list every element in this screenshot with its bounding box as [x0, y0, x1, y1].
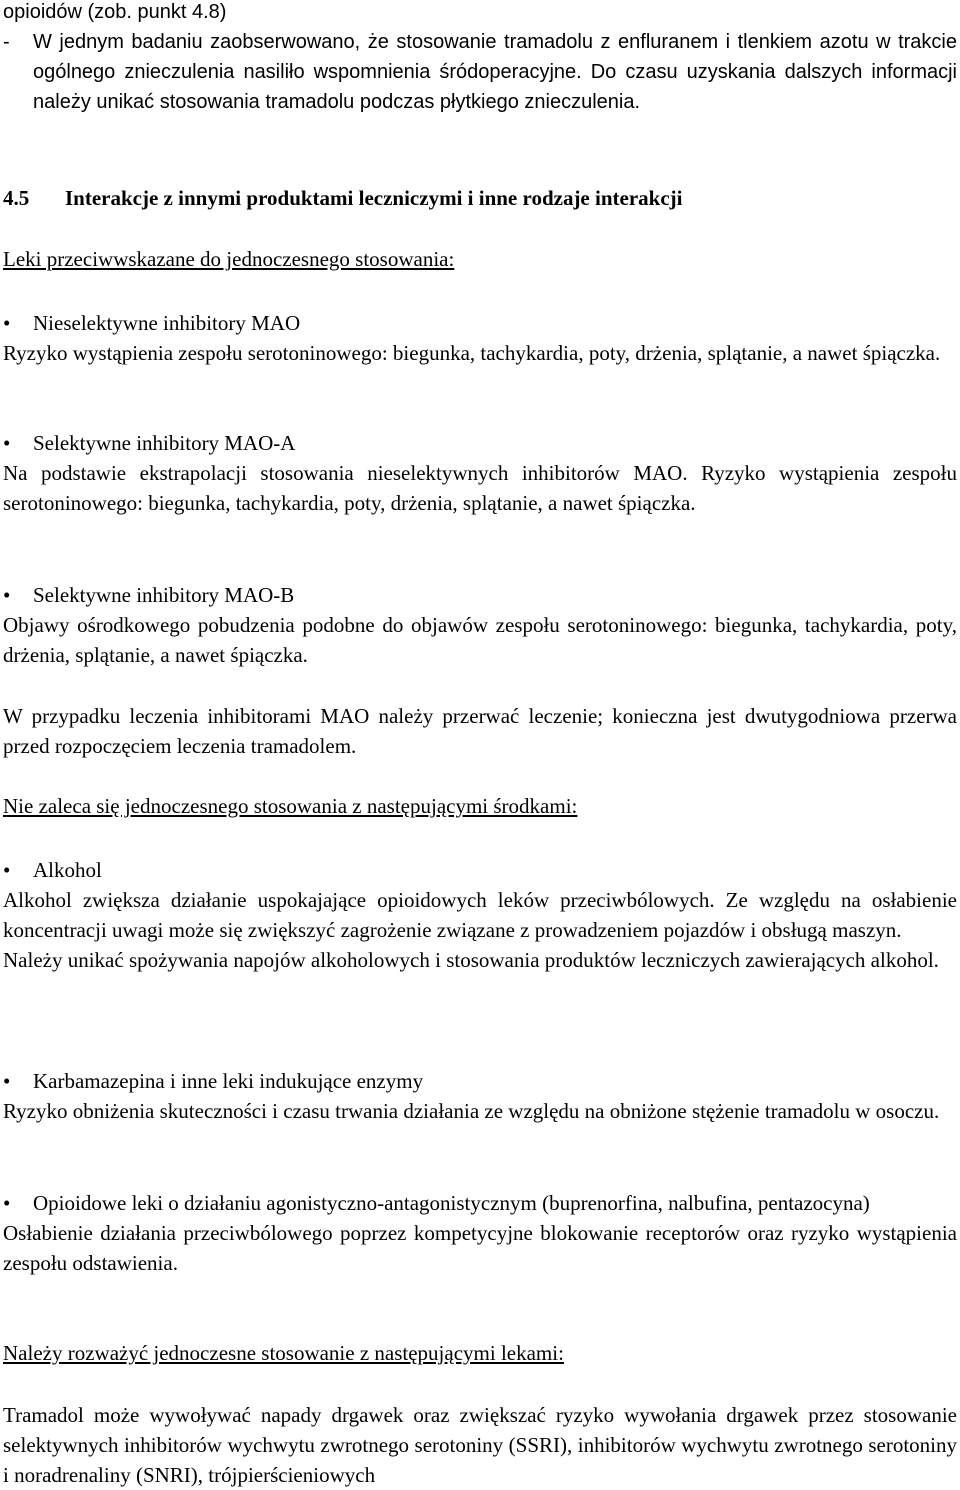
item-name: Selektywne inhibitory MAO-B	[33, 583, 295, 607]
not-recommended-item	[3, 1066, 957, 1126]
item-name: Opioidowe leki o działaniu agonistyczno-antagonistycznym (buprenorfina, nalbufina, pentazocyna)	[33, 1191, 870, 1215]
contraindicated-item	[3, 580, 957, 670]
item-description-2: Należy unikać spożywania napojów alkoholowych i stosowania produktów leczniczych zawierających alkohol.	[3, 948, 939, 972]
item-name: Nieselektywne inhibitory MAO	[33, 311, 301, 335]
bullet-icon: •	[3, 431, 11, 455]
bullet-icon: •	[3, 583, 11, 607]
not-recommended-item	[3, 855, 957, 975]
mao-note: W przypadku leczenia inhibitorami MAO należy przerwać leczenie; konieczna jest dwutygodniowa przerwa przed rozpoczęciem leczenia tramadolem.	[3, 704, 957, 758]
dash-list-item	[3, 27, 957, 117]
item-description: Na podstawie ekstrapolacji stosowania nieselektywnych inhibitorów MAO. Ryzyko wystąpienia zespołu serotoninowego: biegunka, tachykardia, poty, drżenia, splątanie, a nawet śpiączka.	[3, 461, 957, 515]
bullet-icon: •	[3, 311, 11, 335]
contraindicated-item	[3, 308, 957, 368]
final-paragraph: Tramadol może wywoływać napady drgawek oraz zwiększać ryzyko wywołania drgawek przez stosowanie selektywnych inhibitorów wychwytu zwrotnego serotoniny (SSRI), inhibitorów wychwytu zwrotnego serotoniny i noradrenaliny (SNRI), trójpierścieniowych	[3, 1403, 957, 1487]
not-recommended-heading: Nie zaleca się jednoczesnego stosowania z następującymi środkami:	[3, 794, 578, 818]
bullet-icon: •	[3, 1069, 11, 1093]
item-name: Karbamazepina i inne leki indukujące enzymy	[33, 1069, 424, 1093]
consider-heading: Należy rozważyć jednoczesne stosowanie z następującymi lekami:	[3, 1341, 564, 1365]
dash-marker: -	[3, 31, 10, 53]
continuation-line: opioidów (zob. punkt 4.8)	[3, 1, 227, 23]
not-recommended-item	[3, 1188, 957, 1278]
section-number: 4.5	[3, 186, 30, 210]
contraindicated-heading: Leki przeciwwskazane do jednoczesnego stosowania:	[3, 247, 455, 271]
bullet-icon: •	[3, 1191, 11, 1215]
item-description: Ryzyko wystąpienia zespołu serotoninowego: biegunka, tachykardia, poty, drżenia, splątanie, a nawet śpiączka.	[3, 341, 941, 365]
dash-item-text: W jednym badaniu zaobserwowano, że stosowanie tramadolu z enfluranem i tlenkiem azotu w trakcie ogólnego znieczulenia nasiliło wspomnienia śródoperacyjne. Do czasu uzyskania dalszych informacji należy unikać stosowania tramadolu podczas płytkiego znieczulenia.	[33, 31, 957, 113]
item-name: Selektywne inhibitory MAO-A	[33, 431, 296, 455]
section-heading	[3, 183, 957, 213]
section-title: Interakcje z innymi produktami leczniczymi i inne rodzaje interakcji	[65, 186, 683, 210]
item-description: Osłabienie działania przeciwbólowego poprzez kompetycyjne blokowanie receptorów oraz ryzyko wystąpienia zespołu odstawienia.	[3, 1221, 957, 1275]
contraindicated-item	[3, 428, 957, 518]
bullet-icon: •	[3, 858, 11, 882]
item-name: Alkohol	[33, 858, 102, 882]
item-description: Alkohol zwiększa działanie uspokajające opioidowych leków przeciwbólowych. Ze względu na osłabienie koncentracji uwagi może się zwiększyć zagrożenie związane z prowadzeniem pojazdów i obsługą maszyn.	[3, 888, 957, 942]
item-description: Ryzyko obniżenia skuteczności i czasu trwania działania ze względu na obniżone stężenie tramadolu w osoczu.	[3, 1099, 940, 1123]
item-description: Objawy ośrodkowego pobudzenia podobne do objawów zespołu serotoninowego: biegunka, tachykardia, poty, drżenia, splątanie, a nawet śpiączka.	[3, 613, 957, 667]
